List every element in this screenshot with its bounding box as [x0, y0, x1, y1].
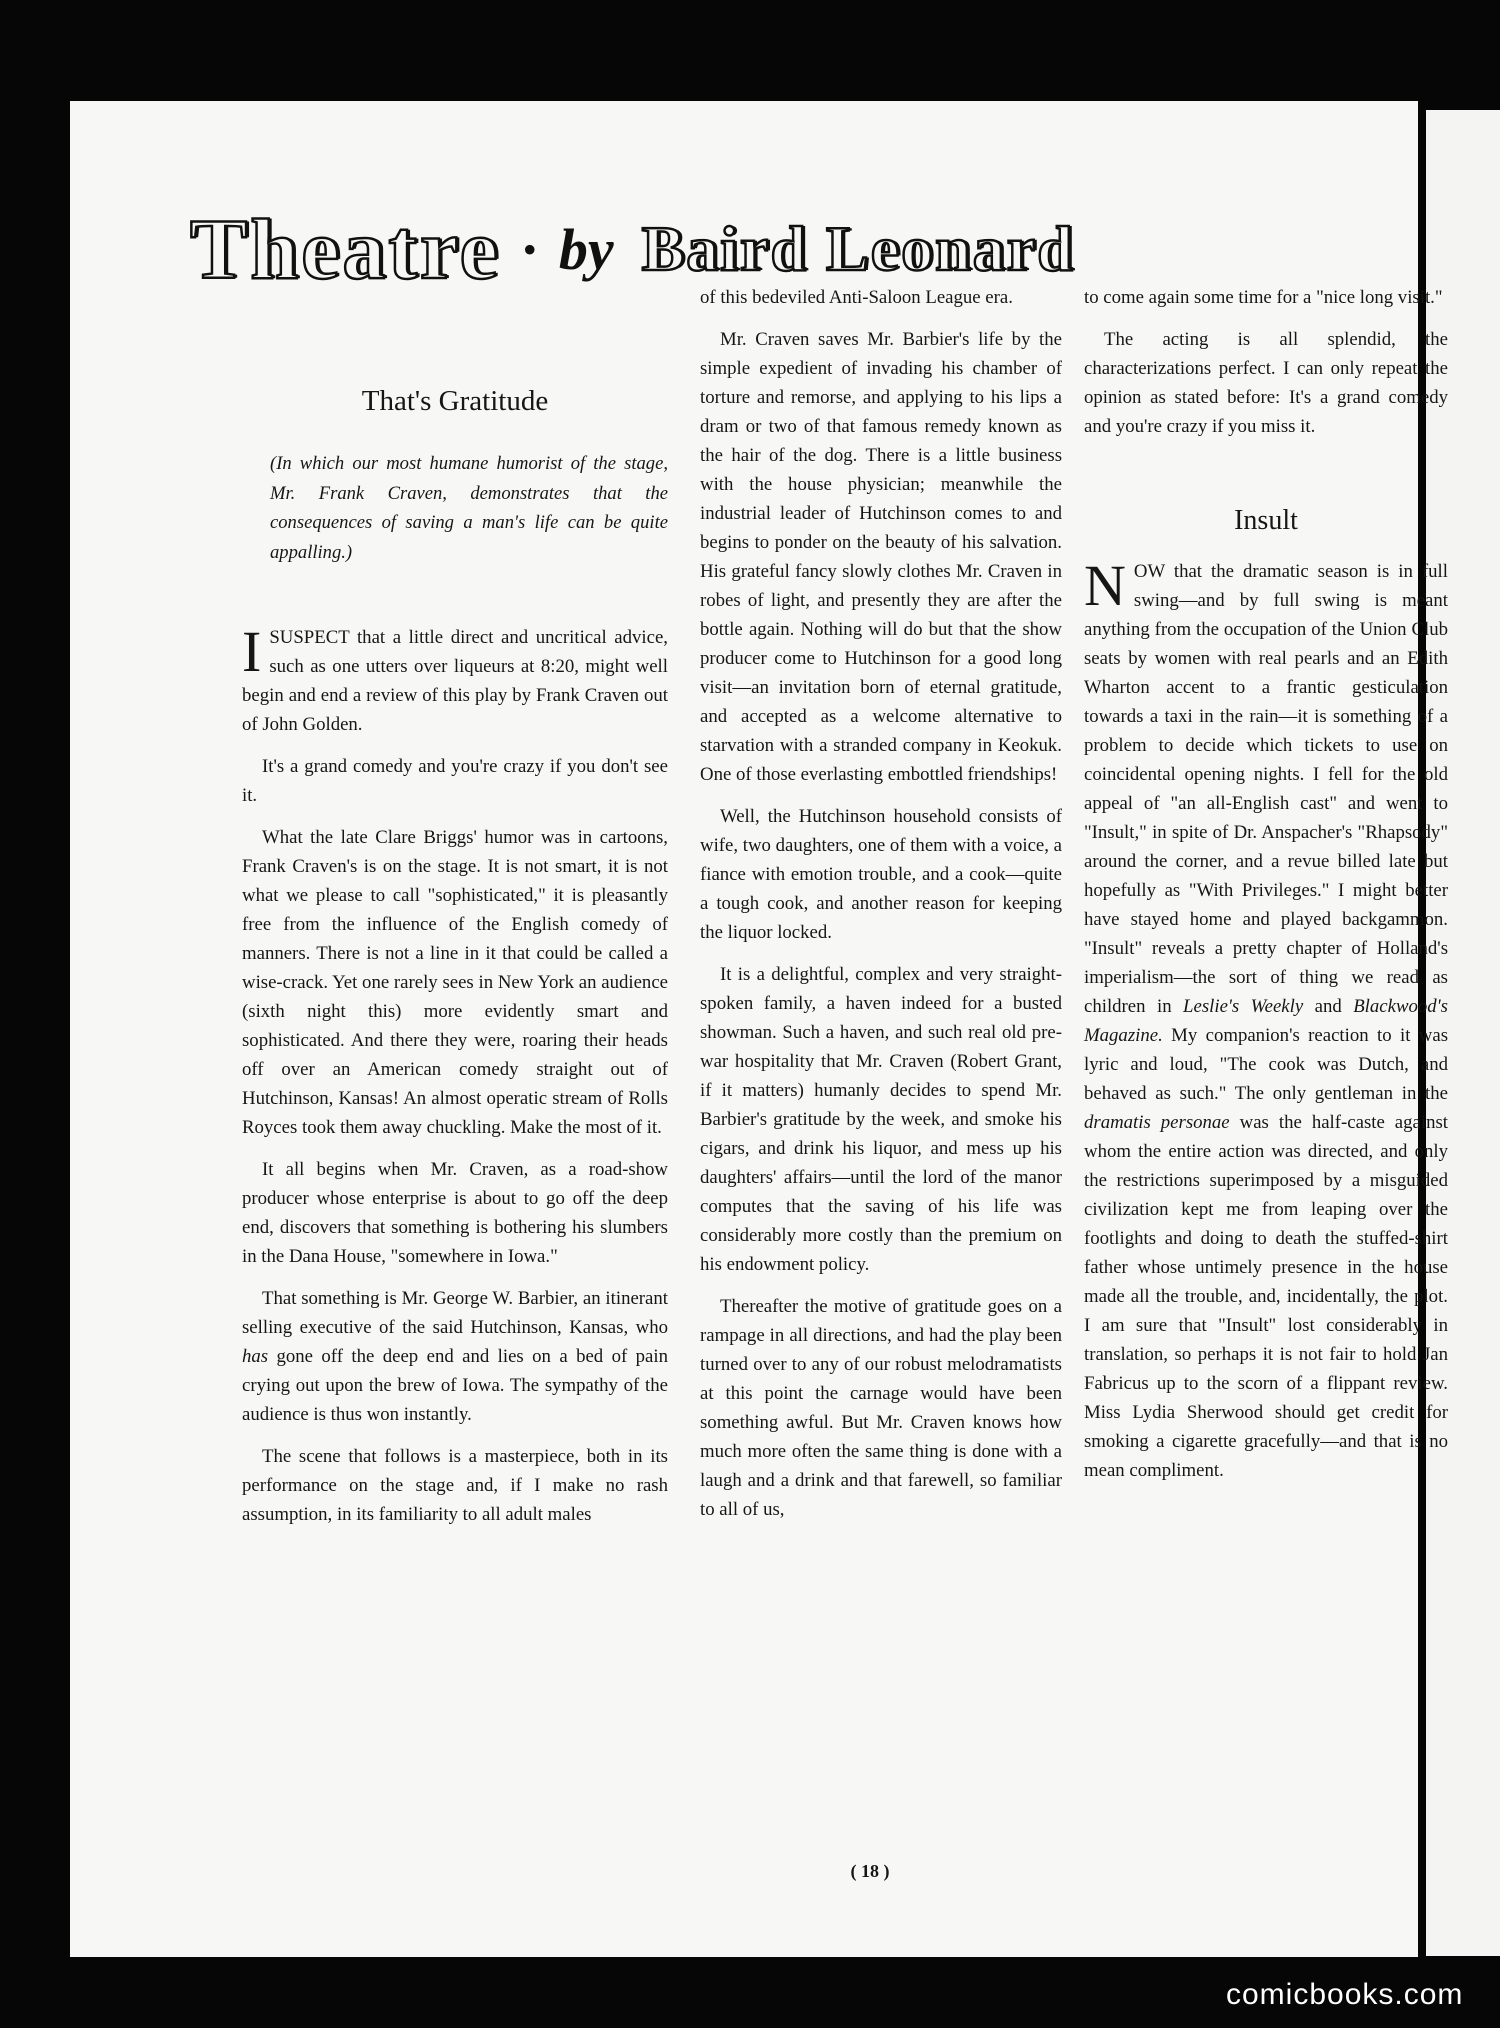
paragraph-text: and [1303, 996, 1354, 1017]
magazine-page [70, 101, 1449, 1957]
paragraph-text: that a little direct and uncritical advice, such as one utters over liqueurs at 8:20, might well begin and end a review of this play by Frank Craven out of John Golden. [242, 627, 668, 735]
paragraph-text: was the half-caste against whom the entire action was directed, and only the restrictions superimposed by a misguided civilization kept me from leaping over the footlights and doing to death the stuffed-shirt father whose untimely presence in the house made all the trouble, and, incidentally, the plot. I am sure that "Insult" lost considerably in translation, so perhaps it is not fair to hold Jan Fabricus up to the scorn of a flippant review. Miss Lydia Sherwood should get credit for smoking a cigarette gracefully—and that is no mean compliment. [1084, 1112, 1449, 1481]
drop-cap: I [242, 619, 262, 684]
review-title-gratitude: That's Gratitude [361, 385, 549, 417]
paragraph: Well, the Hutchinson household consists of wife, two daughters, one of them with a voice, a fiance with emotion trouble, and a cook—quite a tough cook, and another reason for keeping the liquor locked. [700, 806, 1062, 943]
paragraph: It all begins when Mr. Craven, as a road-show producer whose enterprise is about to go off the deep end, discovers that something is bothering his slumbers in the Dana House, "somewhere in Iowa." [242, 1159, 668, 1267]
paragraph: What the late Clare Briggs' humor was in cartoons, Frank Craven's is on the stage. It is not smart, it is not what we please to call "sophisticated," it is pleasantly free from the influence of the English comedy of manners. There is not a line in it that could be called a wise-crack. Yet one rarely sees in New York an audience (sixth night this) more evidently smart and sophisticated. And there they were, roaring their heads off over an American comedy straight out of Hutchinson, Kansas! An almost operatic stream of Rolls Royces took them away chuckling. Make the most of it. [242, 827, 668, 1138]
paragraph-continued: to come again some time for a "nice long visit." [1084, 287, 1443, 308]
paragraph: Mr. Craven saves Mr. Barbier's life by the simple expedient of invading his chamber of torture and remorse, and applying to his lips a dram or two of that famous remedy known as the hair of the dog. There is a little business with the house physician; meanwhile the industrial leader of Hutchinson comes to and begins to ponder on the beauty of his salvation. His grateful fancy slowly clothes Mr. Craven in robes of light, and presently they are after the bottle again. Nothing will do but that the show producer come to Hutchinson for a good long visit—an invitation born of eternal gratitude, and accepted as a welcome alternative to starvation with a stranded company in Keokuk. One of those everlasting embottled friendships! [700, 329, 1062, 785]
masthead-bullet: • [522, 226, 537, 272]
byline-by: by [558, 216, 614, 282]
paragraph: It is a delightful, complex and very straight-spoken family, a haven indeed for a busted showman. Such a haven, and such real old pre-war hospitality that Mr. Craven (Robert Grant, if it matters) humanly decides to spend Mr. Barbier's gratitude by the week, and smoke his cigars, and drink his liquor, and mess up his daughters' affairs—until the lord of the manor computes that the saving of his life was considerably more costly than the premium on his endowment policy. [700, 964, 1062, 1275]
column-3 [1084, 283, 1448, 1498]
paragraph-text: That something is Mr. George W. Barbier, an itinerant selling executive of the said Hutchinson, Kansas, who [242, 1288, 668, 1338]
paragraph-text: gone off the deep end and lies on a bed of pain crying out upon the brew of Iowa. The sympathy of the audience is thus won instantly. [242, 1346, 668, 1425]
paragraph: The acting is all splendid, the characterizations perfect. I can only repeat the opinion as stated before: It's a grand comedy and you're crazy if you miss it. [1084, 329, 1448, 437]
review-subtitle: (In which our most humane humorist of the stage, Mr. Frank Craven, demonstrates that the consequences of saving a man's life can be quite appalling.) [270, 453, 668, 563]
paragraph: The scene that follows is a masterpiece, both in its performance on the stage and, if I make no rash assumption, in its familiarity to all adult males [242, 1446, 668, 1525]
paragraph: Thereafter the motive of gratitude goes on a rampage in all directions, and had the play been turned over to any of our robust melodramatists at this point the carnage would have been something awful. But Mr. Craven knows how much more often the same thing is done with a laugh and a drink and that farewell, so familiar to all of us, [700, 1296, 1062, 1520]
emphasis-text: has [242, 1346, 269, 1367]
paragraph [242, 1284, 668, 1429]
page-number: ( 18 ) [850, 1861, 890, 1881]
source-watermark: comicbooks.com [1226, 1978, 1464, 2011]
lead-caps: SUSPECT [269, 627, 350, 648]
emphasis-text: dramatis personae [1084, 1112, 1230, 1133]
paragraph-continued: of this bedeviled Anti-Saloon League era. [700, 287, 1013, 308]
column-1 [242, 283, 668, 1542]
paragraph [242, 619, 668, 739]
column-2 [700, 283, 1062, 1537]
paragraph-text: that the dramatic season is in full swing—and by full swing is meant anything from the occupation of the Union Club seats by women with real pearls and an Edith Wharton accent to a frantic gesticulation towards a taxi in the rain—it is something of a problem to decide which tickets to use on coincidental opening nights. I fell for the old appeal of "an all-English cast" and went to "Insult," in spite of Dr. Anspacher's "Rhapsody" around the corner, and a revue billed late but hopefully as "With Privileges." I might better have stayed home and played backgammon. "Insult" reveals a pretty chapter of Holland's imperialism—the sort of thing we read as children in [1084, 561, 1448, 1017]
byline-author: Baird Leonard [641, 213, 1075, 284]
section-title: Theatre [190, 201, 501, 297]
review-title-insult: Insult [1234, 505, 1298, 536]
paragraph [1084, 553, 1449, 1485]
lead-caps: OW [1133, 561, 1165, 582]
paragraph: It's a grand comedy and you're crazy if you don't see it. [242, 756, 668, 806]
drop-cap: N [1084, 553, 1126, 618]
emphasis-text: Leslie's Weekly [1183, 996, 1304, 1017]
emphasis-text: Blackwood's Magazine. [1084, 996, 1448, 1046]
paragraph-text: My companion's reaction to it was lyric and loud, "The cook was Dutch, and behaved as such." The only gentleman in the [1084, 1025, 1448, 1104]
